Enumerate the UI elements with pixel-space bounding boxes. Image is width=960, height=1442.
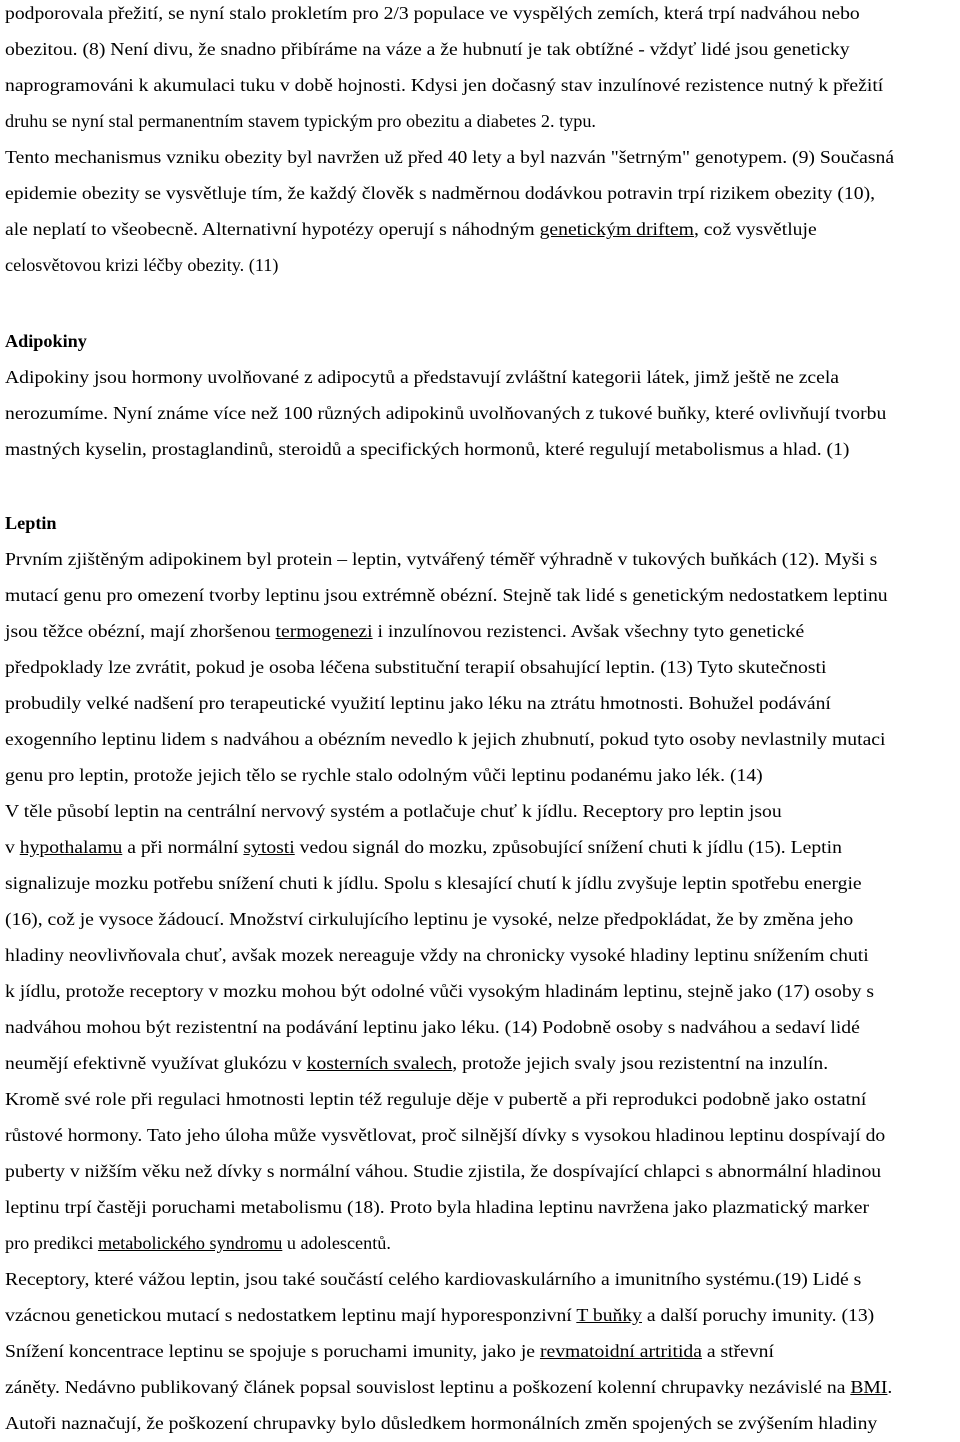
glossary-link[interactable]: metabolického syndromu (97, 1233, 283, 1253)
text-segment: , protože jejich svaly jsou rezistentní na inzulín. (452, 1053, 829, 1073)
text-segment: . (887, 1377, 893, 1397)
text-segment: , což vysvětluje (693, 219, 817, 239)
text-segment: neumějí efektivně využívat glukózu v (5, 1053, 307, 1073)
text-segment: záněty. Nedávno publikovaný článek popsal souvislost leptinu a poškození kolenní chrupavky nezávislé na (5, 1377, 851, 1397)
text-line (5, 620, 804, 642)
text-segment: vedou signál do mozku, způsobující snížení chuti k jídlu (15). Leptin (294, 837, 842, 857)
heading-adipokiny: Adipokiny (5, 331, 87, 351)
text-line: Tento mechanismus vzniku obezity byl navržen už před 40 lety a byl nazván "šetrným" genotypem. (9) Současná (5, 147, 895, 167)
text-line: Receptory, které vážou leptin, jsou také součástí celého kardiovaskulárního a imunitního systému.(19) Lidé s (5, 1269, 862, 1289)
text-line: k jídlu, protože receptory v mozku mohou být odolné vůči vysokým hladinám leptinu, stejně jako (17) osoby s (5, 981, 875, 1001)
text-line: Prvním zjištěným adipokinem byl protein – leptin, vytvářený téměř výhradně v tukových buňkách (12). Myši s (5, 549, 878, 569)
heading-leptin: Leptin (5, 513, 57, 533)
glossary-link[interactable]: revmatoidní artritida (539, 1341, 702, 1361)
text-line: mutací genu pro omezení tvorby leptinu jsou extrémně obézní. Stejně tak lidé s genetickým nedostatkem leptinu (5, 585, 888, 605)
text-line: Kromě své role při regulaci hmotnosti leptin též reguluje děje v pubertě a při reprodukci podobně jako ostatní (5, 1089, 867, 1109)
text-segment: a další poruchy imunity. (13) (641, 1305, 875, 1325)
text-line: signalizuje mozku potřebu snížení chuti k jídlu. Spolu s klesající chutí k jídlu zvyšuje leptin spotřebu energie (5, 873, 862, 893)
text-line (5, 218, 817, 240)
text-line: mastných kyselin, prostaglandinů, steroidů a specifických hormonů, které regulují metabolismus a hlad. (1) (5, 439, 850, 459)
text-line: probudily velké nadšení pro terapeutické využití leptinu jako léku na ztrátu hmotnosti. Bohužel podávání (5, 693, 831, 713)
text-line: obezitou. (8) Není divu, že snadno přibíráme na váze a že hubnutí je tak obtížné - vždyť lidé jsou geneticky (5, 39, 850, 59)
glossary-link[interactable]: BMI (850, 1377, 888, 1397)
text-line: růstové hormony. Tato jeho úloha může vysvětlovat, proč silnější dívky s vysokou hladinou leptinu dospívají do (5, 1125, 886, 1145)
text-line: leptinu trpí častěji poruchami metabolismu (18). Proto byla hladina leptinu navržena jako plazmatický marker (5, 1197, 870, 1217)
text-line: nerozumíme. Nyní známe více než 100 různých adipokinů uvolňovaných z tukové buňky, které ovlivňují tvorbu (5, 403, 887, 423)
text-segment: v (5, 837, 20, 857)
text-segment: i inzulínovou rezistenci. Avšak všechny tyto genetické (372, 621, 805, 641)
text-line: puberty v nižším věku než dívky s normální váhou. Studie zjistila, že dospívající chlapci s abnormální hladinou (5, 1161, 882, 1181)
text-segment: Snížení koncentrace leptinu se spojuje s poruchami imunity, jako je (5, 1341, 540, 1361)
glossary-link[interactable]: hypothalamu (19, 837, 123, 857)
glossary-link[interactable]: kosterních svalech (306, 1053, 453, 1073)
text-line: genu pro leptin, protože jejich tělo se rychle stalo odolným vůči leptinu podanému jako lék. (14) (5, 765, 763, 785)
text-line: celosvětovou krizi léčby obezity. (11) (5, 255, 279, 275)
text-line: podporovala přežití, se nyní stalo prokletím pro 2/3 populace ve vyspělých zemích, která trpí nadváhou nebo (5, 3, 860, 23)
text-line: nadváhou mohou být rezistentní na podávání leptinu jako léku. (14) Podobně osoby s nadváhou a sedaví lidé (5, 1017, 860, 1037)
text-line: druhu se nyní stal permanentním stavem typickým pro obezitu a diabetes 2. typu. (5, 111, 596, 131)
glossary-link[interactable]: termogenezi (275, 621, 373, 641)
glossary-link[interactable]: sytosti (243, 837, 295, 857)
text-segment: vzácnou genetickou mutací s nedostatkem leptinu mají hyporesponzivní (5, 1305, 577, 1325)
text-line (5, 1304, 874, 1326)
glossary-link[interactable]: T buňky (576, 1305, 642, 1325)
text-line: Adipokiny jsou hormony uvolňované z adipocytů a představují zvláštní kategorii látek, jimž ještě ne zcela (5, 367, 840, 387)
text-segment: u adolescentů. (282, 1233, 391, 1253)
text-segment: pro predikci (5, 1233, 98, 1253)
text-line: epidemie obezity se vysvětluje tím, že každý člověk s nadměrnou dodávkou potravin trpí rizikem obezity (10), (5, 183, 876, 203)
text-line (5, 836, 842, 858)
text-line: hladiny neovlivňovala chuť, avšak mozek nereaguje vždy na chronicky vysoké hladiny leptinu snížením chuti (5, 945, 869, 965)
text-line: Autoři naznačují, že poškození chrupavky bylo důsledkem hormonálních změn spojených se zvýšením hladiny (5, 1413, 878, 1433)
text-line: exogenního leptinu lidem s nadváhou a obézním nevedlo k jejich zhubnutí, pokud tyto osoby nevlastnily mutaci (5, 729, 886, 749)
text-line: naprogramováni k akumulaci tuku v době hojnosti. Kdysi jen dočasný stav inzulínové rezistence nutný k přežití (5, 75, 884, 95)
text-line: předpoklady lze zvrátit, pokud je osoba léčena substituční terapií obsahující leptin. (13) Tyto skutečnosti (5, 657, 827, 677)
glossary-link[interactable]: genetickým driftem (539, 219, 694, 239)
text-line (5, 1340, 774, 1362)
text-line: (16), což je vysoce žádoucí. Množství cirkulujícího leptinu je vysoké, nelze předpokládat, že by změna jeho (5, 909, 854, 929)
text-segment: a při normální (122, 837, 244, 857)
text-line: V těle působí leptin na centrální nervový systém a potlačuje chuť k jídlu. Receptory pro leptin jsou (5, 801, 782, 821)
text-line (5, 1376, 892, 1398)
text-segment: ale neplatí to všeobecně. Alternativní hypotézy operují s náhodným (5, 219, 540, 239)
text-line (5, 1232, 391, 1254)
text-line (5, 1052, 828, 1074)
text-segment: a střevní (701, 1341, 774, 1361)
text-segment: jsou těžce obézní, mají zhoršenou (5, 621, 276, 641)
